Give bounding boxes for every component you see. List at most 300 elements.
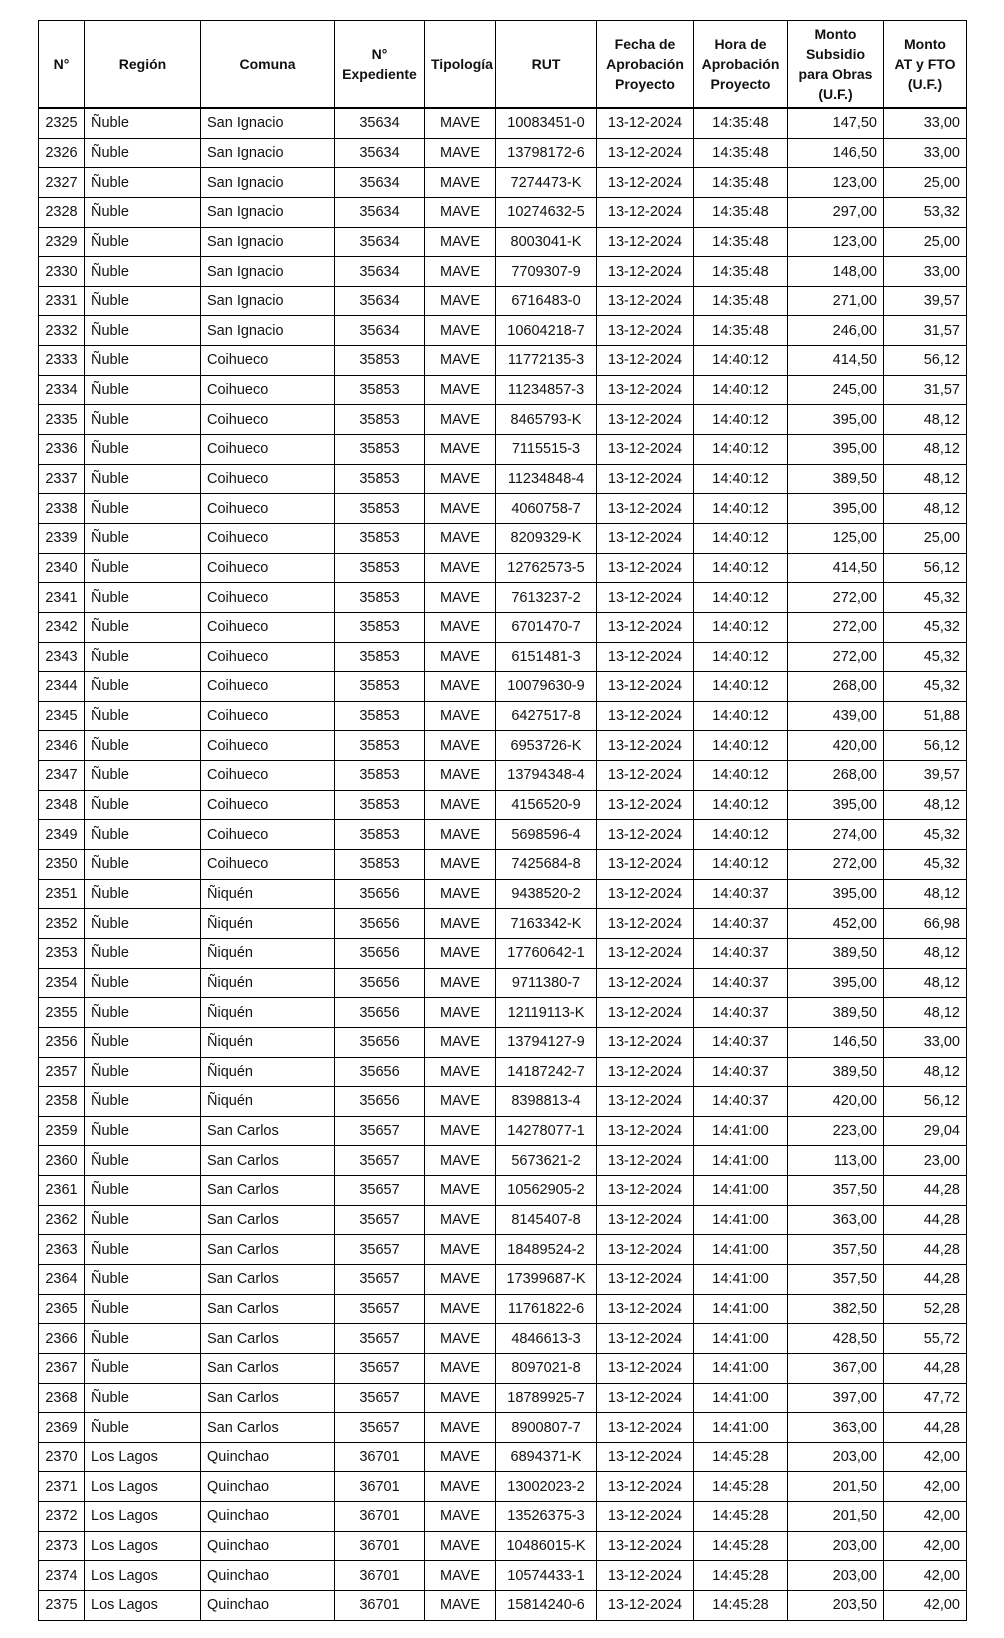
table-row — [39, 1472, 967, 1502]
cell-comuna: Coihueco — [201, 701, 335, 731]
table-row — [39, 672, 967, 702]
cell-tipologia: MAVE — [425, 1383, 496, 1413]
cell-region: Los Lagos — [85, 1561, 201, 1591]
cell-comuna: San Carlos — [201, 1176, 335, 1206]
cell-monto-subsidio: 363,00 — [788, 1205, 884, 1235]
cell-expediente: 35634 — [335, 108, 425, 138]
cell-tipologia: MAVE — [425, 1146, 496, 1176]
cell-expediente: 35634 — [335, 138, 425, 168]
cell-numero: 2328 — [39, 197, 85, 227]
cell-numero: 2351 — [39, 879, 85, 909]
cell-expediente: 35853 — [335, 701, 425, 731]
cell-expediente: 35657 — [335, 1324, 425, 1354]
cell-region: Ñuble — [85, 642, 201, 672]
cell-fecha: 13-12-2024 — [597, 1561, 694, 1591]
cell-tipologia: MAVE — [425, 257, 496, 287]
cell-tipologia: MAVE — [425, 968, 496, 998]
table-row — [39, 701, 967, 731]
cell-comuna: Coihueco — [201, 346, 335, 376]
cell-fecha: 13-12-2024 — [597, 583, 694, 613]
cell-region: Ñuble — [85, 286, 201, 316]
cell-region: Ñuble — [85, 731, 201, 761]
cell-tipologia: MAVE — [425, 168, 496, 198]
cell-region: Ñuble — [85, 197, 201, 227]
cell-tipologia: MAVE — [425, 138, 496, 168]
cell-hora: 14:41:00 — [694, 1294, 788, 1324]
cell-fecha: 13-12-2024 — [597, 1472, 694, 1502]
table-row — [39, 968, 967, 998]
cell-hora: 14:40:12 — [694, 405, 788, 435]
cell-region: Ñuble — [85, 1146, 201, 1176]
cell-tipologia: MAVE — [425, 1442, 496, 1472]
cell-comuna: San Carlos — [201, 1264, 335, 1294]
cell-tipologia: MAVE — [425, 197, 496, 227]
cell-region: Ñuble — [85, 1324, 201, 1354]
table-row — [39, 494, 967, 524]
cell-rut: 17760642-1 — [496, 938, 597, 968]
cell-rut: 8097021-8 — [496, 1353, 597, 1383]
table-row — [39, 1561, 967, 1591]
cell-hora: 14:40:12 — [694, 701, 788, 731]
cell-region: Ñuble — [85, 968, 201, 998]
cell-region: Ñuble — [85, 553, 201, 583]
cell-expediente: 35634 — [335, 316, 425, 346]
cell-monto-at-fto: 56,12 — [884, 731, 967, 761]
cell-numero: 2346 — [39, 731, 85, 761]
cell-monto-at-fto: 48,12 — [884, 879, 967, 909]
cell-monto-subsidio: 203,00 — [788, 1442, 884, 1472]
cell-comuna: San Carlos — [201, 1205, 335, 1235]
cell-hora: 14:35:48 — [694, 138, 788, 168]
cell-monto-subsidio: 268,00 — [788, 761, 884, 791]
cell-monto-at-fto: 25,00 — [884, 523, 967, 553]
cell-tipologia: MAVE — [425, 464, 496, 494]
cell-hora: 14:40:12 — [694, 494, 788, 524]
cell-rut: 10083451-0 — [496, 108, 597, 138]
cell-monto-subsidio: 395,00 — [788, 879, 884, 909]
cell-tipologia: MAVE — [425, 1176, 496, 1206]
cell-hora: 14:45:28 — [694, 1591, 788, 1621]
cell-numero: 2327 — [39, 168, 85, 198]
cell-fecha: 13-12-2024 — [597, 435, 694, 465]
table-row — [39, 316, 967, 346]
cell-tipologia: MAVE — [425, 494, 496, 524]
cell-numero: 2375 — [39, 1591, 85, 1621]
cell-numero: 2333 — [39, 346, 85, 376]
cell-fecha: 13-12-2024 — [597, 1116, 694, 1146]
cell-monto-subsidio: 395,00 — [788, 494, 884, 524]
cell-rut: 6427517-8 — [496, 701, 597, 731]
cell-fecha: 13-12-2024 — [597, 968, 694, 998]
cell-region: Ñuble — [85, 1413, 201, 1443]
cell-tipologia: MAVE — [425, 1057, 496, 1087]
cell-monto-at-fto: 45,32 — [884, 642, 967, 672]
cell-monto-subsidio: 357,50 — [788, 1264, 884, 1294]
cell-monto-subsidio: 268,00 — [788, 672, 884, 702]
cell-fecha: 13-12-2024 — [597, 1264, 694, 1294]
cell-region: Ñuble — [85, 909, 201, 939]
cell-monto-subsidio: 125,00 — [788, 523, 884, 553]
cell-monto-at-fto: 25,00 — [884, 168, 967, 198]
cell-monto-at-fto: 44,28 — [884, 1353, 967, 1383]
cell-comuna: San Ignacio — [201, 257, 335, 287]
cell-fecha: 13-12-2024 — [597, 553, 694, 583]
cell-rut: 18489524-2 — [496, 1235, 597, 1265]
cell-monto-subsidio: 272,00 — [788, 612, 884, 642]
cell-tipologia: MAVE — [425, 227, 496, 257]
cell-fecha: 13-12-2024 — [597, 1087, 694, 1117]
cell-monto-at-fto: 55,72 — [884, 1324, 967, 1354]
table-row — [39, 820, 967, 850]
cell-hora: 14:40:12 — [694, 553, 788, 583]
cell-region: Ñuble — [85, 701, 201, 731]
cell-rut: 11234848-4 — [496, 464, 597, 494]
cell-numero: 2357 — [39, 1057, 85, 1087]
cell-rut: 12119113-K — [496, 998, 597, 1028]
cell-monto-at-fto: 45,32 — [884, 583, 967, 613]
cell-rut: 4156520-9 — [496, 790, 597, 820]
cell-comuna: Coihueco — [201, 672, 335, 702]
cell-comuna: Coihueco — [201, 405, 335, 435]
cell-monto-at-fto: 33,00 — [884, 108, 967, 138]
cell-region: Ñuble — [85, 1205, 201, 1235]
table-row — [39, 583, 967, 613]
cell-fecha: 13-12-2024 — [597, 1235, 694, 1265]
cell-rut: 11234857-3 — [496, 375, 597, 405]
cell-region: Ñuble — [85, 346, 201, 376]
cell-tipologia: MAVE — [425, 583, 496, 613]
cell-rut: 14278077-1 — [496, 1116, 597, 1146]
cell-tipologia: MAVE — [425, 523, 496, 553]
table-row — [39, 257, 967, 287]
cell-region: Ñuble — [85, 672, 201, 702]
cell-monto-at-fto: 56,12 — [884, 346, 967, 376]
cell-comuna: San Carlos — [201, 1383, 335, 1413]
cell-fecha: 13-12-2024 — [597, 286, 694, 316]
cell-region: Ñuble — [85, 1383, 201, 1413]
cell-fecha: 13-12-2024 — [597, 375, 694, 405]
cell-comuna: Quinchao — [201, 1531, 335, 1561]
table-row — [39, 1591, 967, 1621]
table-row — [39, 375, 967, 405]
cell-fecha: 13-12-2024 — [597, 1294, 694, 1324]
cell-monto-subsidio: 395,00 — [788, 968, 884, 998]
cell-tipologia: MAVE — [425, 316, 496, 346]
cell-expediente: 36701 — [335, 1442, 425, 1472]
cell-numero: 2325 — [39, 108, 85, 138]
cell-hora: 14:41:00 — [694, 1146, 788, 1176]
cell-numero: 2361 — [39, 1176, 85, 1206]
cell-monto-at-fto: 53,32 — [884, 197, 967, 227]
cell-tipologia: MAVE — [425, 612, 496, 642]
header-rut: RUT — [496, 21, 597, 109]
cell-region: Ñuble — [85, 375, 201, 405]
cell-fecha: 13-12-2024 — [597, 1442, 694, 1472]
cell-comuna: San Carlos — [201, 1146, 335, 1176]
table-row — [39, 909, 967, 939]
subsidy-table — [38, 20, 967, 1621]
cell-hora: 14:35:48 — [694, 197, 788, 227]
cell-monto-at-fto: 42,00 — [884, 1531, 967, 1561]
cell-region: Los Lagos — [85, 1472, 201, 1502]
cell-hora: 14:40:12 — [694, 435, 788, 465]
cell-numero: 2360 — [39, 1146, 85, 1176]
cell-expediente: 36701 — [335, 1591, 425, 1621]
cell-fecha: 13-12-2024 — [597, 1205, 694, 1235]
cell-fecha: 13-12-2024 — [597, 227, 694, 257]
cell-region: Ñuble — [85, 1235, 201, 1265]
cell-fecha: 13-12-2024 — [597, 1502, 694, 1532]
cell-numero: 2337 — [39, 464, 85, 494]
cell-hora: 14:35:48 — [694, 108, 788, 138]
cell-rut: 10274632-5 — [496, 197, 597, 227]
cell-hora: 14:40:37 — [694, 1027, 788, 1057]
header-monto-at-fto: Monto AT y FTO (U.F.) — [884, 21, 967, 109]
cell-fecha: 13-12-2024 — [597, 257, 694, 287]
cell-fecha: 13-12-2024 — [597, 523, 694, 553]
cell-region: Ñuble — [85, 1176, 201, 1206]
table-row — [39, 108, 967, 138]
cell-region: Los Lagos — [85, 1502, 201, 1532]
cell-region: Los Lagos — [85, 1442, 201, 1472]
cell-comuna: Coihueco — [201, 761, 335, 791]
cell-tipologia: MAVE — [425, 1531, 496, 1561]
table-row — [39, 1176, 967, 1206]
cell-comuna: Ñiquén — [201, 1057, 335, 1087]
header-region: Región — [85, 21, 201, 109]
cell-monto-subsidio: 148,00 — [788, 257, 884, 287]
cell-comuna: Ñiquén — [201, 998, 335, 1028]
cell-expediente: 35853 — [335, 494, 425, 524]
cell-expediente: 35853 — [335, 672, 425, 702]
cell-expediente: 35657 — [335, 1383, 425, 1413]
cell-expediente: 35853 — [335, 405, 425, 435]
cell-monto-at-fto: 48,12 — [884, 1057, 967, 1087]
cell-monto-at-fto: 48,12 — [884, 435, 967, 465]
cell-hora: 14:41:00 — [694, 1324, 788, 1354]
cell-numero: 2370 — [39, 1442, 85, 1472]
cell-hora: 14:35:48 — [694, 286, 788, 316]
cell-rut: 6953726-K — [496, 731, 597, 761]
cell-numero: 2358 — [39, 1087, 85, 1117]
cell-fecha: 13-12-2024 — [597, 405, 694, 435]
cell-hora: 14:40:12 — [694, 642, 788, 672]
cell-monto-subsidio: 397,00 — [788, 1383, 884, 1413]
cell-region: Ñuble — [85, 1057, 201, 1087]
cell-rut: 8398813-4 — [496, 1087, 597, 1117]
cell-tipologia: MAVE — [425, 820, 496, 850]
cell-region: Ñuble — [85, 1264, 201, 1294]
table-row — [39, 346, 967, 376]
cell-expediente: 35656 — [335, 1027, 425, 1057]
cell-expediente: 36701 — [335, 1531, 425, 1561]
cell-expediente: 35853 — [335, 346, 425, 376]
cell-region: Ñuble — [85, 138, 201, 168]
cell-hora: 14:41:00 — [694, 1235, 788, 1265]
cell-monto-at-fto: 31,57 — [884, 316, 967, 346]
table-row — [39, 1235, 967, 1265]
cell-tipologia: MAVE — [425, 938, 496, 968]
cell-monto-subsidio: 452,00 — [788, 909, 884, 939]
cell-numero: 2365 — [39, 1294, 85, 1324]
cell-region: Ñuble — [85, 464, 201, 494]
cell-monto-subsidio: 223,00 — [788, 1116, 884, 1146]
cell-tipologia: MAVE — [425, 405, 496, 435]
cell-monto-at-fto: 44,28 — [884, 1235, 967, 1265]
cell-comuna: Quinchao — [201, 1591, 335, 1621]
cell-tipologia: MAVE — [425, 909, 496, 939]
cell-monto-at-fto: 44,28 — [884, 1264, 967, 1294]
cell-rut: 7425684-8 — [496, 850, 597, 880]
cell-monto-at-fto: 33,00 — [884, 138, 967, 168]
cell-monto-subsidio: 297,00 — [788, 197, 884, 227]
cell-hora: 14:40:12 — [694, 523, 788, 553]
cell-region: Ñuble — [85, 257, 201, 287]
cell-monto-at-fto: 48,12 — [884, 998, 967, 1028]
cell-tipologia: MAVE — [425, 731, 496, 761]
cell-expediente: 35853 — [335, 583, 425, 613]
cell-comuna: San Ignacio — [201, 138, 335, 168]
cell-hora: 14:41:00 — [694, 1205, 788, 1235]
cell-tipologia: MAVE — [425, 1205, 496, 1235]
cell-numero: 2348 — [39, 790, 85, 820]
cell-monto-at-fto: 52,28 — [884, 1294, 967, 1324]
cell-monto-subsidio: 203,00 — [788, 1531, 884, 1561]
cell-numero: 2344 — [39, 672, 85, 702]
cell-comuna: Ñiquén — [201, 909, 335, 939]
cell-expediente: 35656 — [335, 998, 425, 1028]
cell-expediente: 35656 — [335, 879, 425, 909]
cell-rut: 10574433-1 — [496, 1561, 597, 1591]
cell-monto-subsidio: 203,00 — [788, 1561, 884, 1591]
cell-numero: 2338 — [39, 494, 85, 524]
table-row — [39, 1205, 967, 1235]
cell-fecha: 13-12-2024 — [597, 316, 694, 346]
cell-fecha: 13-12-2024 — [597, 672, 694, 702]
cell-tipologia: MAVE — [425, 642, 496, 672]
cell-numero: 2342 — [39, 612, 85, 642]
cell-region: Ñuble — [85, 494, 201, 524]
cell-region: Ñuble — [85, 168, 201, 198]
cell-fecha: 13-12-2024 — [597, 820, 694, 850]
cell-expediente: 35853 — [335, 642, 425, 672]
cell-expediente: 35634 — [335, 168, 425, 198]
cell-numero: 2374 — [39, 1561, 85, 1591]
cell-tipologia: MAVE — [425, 1502, 496, 1532]
table-row — [39, 850, 967, 880]
cell-monto-subsidio: 382,50 — [788, 1294, 884, 1324]
cell-numero: 2355 — [39, 998, 85, 1028]
cell-monto-subsidio: 246,00 — [788, 316, 884, 346]
table-row — [39, 1502, 967, 1532]
cell-tipologia: MAVE — [425, 1027, 496, 1057]
cell-hora: 14:35:48 — [694, 257, 788, 287]
cell-numero: 2343 — [39, 642, 85, 672]
cell-monto-at-fto: 23,00 — [884, 1146, 967, 1176]
cell-monto-at-fto: 33,00 — [884, 257, 967, 287]
cell-expediente: 35853 — [335, 731, 425, 761]
cell-monto-at-fto: 29,04 — [884, 1116, 967, 1146]
cell-monto-subsidio: 414,50 — [788, 346, 884, 376]
cell-rut: 17399687-K — [496, 1264, 597, 1294]
table-row — [39, 790, 967, 820]
table-row — [39, 523, 967, 553]
cell-expediente: 35657 — [335, 1353, 425, 1383]
cell-comuna: Coihueco — [201, 464, 335, 494]
cell-tipologia: MAVE — [425, 1324, 496, 1354]
cell-expediente: 35656 — [335, 1057, 425, 1087]
table-row — [39, 642, 967, 672]
cell-rut: 9711380-7 — [496, 968, 597, 998]
header-monto-subsidio: Monto Subsidio para Obras (U.F.) — [788, 21, 884, 109]
table-row — [39, 1442, 967, 1472]
cell-monto-subsidio: 395,00 — [788, 435, 884, 465]
cell-tipologia: MAVE — [425, 1087, 496, 1117]
cell-numero: 2331 — [39, 286, 85, 316]
cell-hora: 14:40:37 — [694, 1057, 788, 1087]
header-expediente: N° Expediente — [335, 21, 425, 109]
cell-monto-subsidio: 146,50 — [788, 1027, 884, 1057]
cell-comuna: Ñiquén — [201, 1027, 335, 1057]
cell-fecha: 13-12-2024 — [597, 1057, 694, 1087]
cell-monto-at-fto: 42,00 — [884, 1472, 967, 1502]
cell-hora: 14:40:12 — [694, 672, 788, 702]
cell-numero: 2354 — [39, 968, 85, 998]
cell-expediente: 35853 — [335, 553, 425, 583]
cell-monto-subsidio: 272,00 — [788, 583, 884, 613]
cell-expediente: 36701 — [335, 1561, 425, 1591]
cell-fecha: 13-12-2024 — [597, 494, 694, 524]
cell-numero: 2345 — [39, 701, 85, 731]
cell-rut: 4060758-7 — [496, 494, 597, 524]
cell-comuna: Quinchao — [201, 1561, 335, 1591]
cell-monto-at-fto: 42,00 — [884, 1502, 967, 1532]
table-row — [39, 1383, 967, 1413]
cell-hora: 14:40:12 — [694, 731, 788, 761]
table-row — [39, 227, 967, 257]
cell-region: Ñuble — [85, 108, 201, 138]
cell-rut: 6701470-7 — [496, 612, 597, 642]
cell-monto-at-fto: 47,72 — [884, 1383, 967, 1413]
cell-monto-at-fto: 25,00 — [884, 227, 967, 257]
cell-monto-at-fto: 31,57 — [884, 375, 967, 405]
cell-rut: 8145407-8 — [496, 1205, 597, 1235]
cell-expediente: 35853 — [335, 523, 425, 553]
cell-monto-subsidio: 420,00 — [788, 731, 884, 761]
table-row — [39, 879, 967, 909]
cell-monto-subsidio: 357,50 — [788, 1235, 884, 1265]
header-hora-aprobacion: Hora de Aprobación Proyecto — [694, 21, 788, 109]
cell-monto-at-fto: 33,00 — [884, 1027, 967, 1057]
cell-region: Ñuble — [85, 1294, 201, 1324]
cell-monto-subsidio: 146,50 — [788, 138, 884, 168]
cell-monto-subsidio: 123,00 — [788, 168, 884, 198]
cell-hora: 14:40:12 — [694, 820, 788, 850]
cell-numero: 2340 — [39, 553, 85, 583]
cell-comuna: Coihueco — [201, 850, 335, 880]
cell-rut: 9438520-2 — [496, 879, 597, 909]
cell-expediente: 35634 — [335, 257, 425, 287]
cell-hora: 14:40:12 — [694, 850, 788, 880]
cell-region: Ñuble — [85, 1087, 201, 1117]
cell-monto-at-fto: 42,00 — [884, 1561, 967, 1591]
cell-expediente: 35656 — [335, 1087, 425, 1117]
cell-region: Ñuble — [85, 879, 201, 909]
table-row — [39, 138, 967, 168]
cell-tipologia: MAVE — [425, 1235, 496, 1265]
cell-region: Ñuble — [85, 405, 201, 435]
cell-numero: 2336 — [39, 435, 85, 465]
